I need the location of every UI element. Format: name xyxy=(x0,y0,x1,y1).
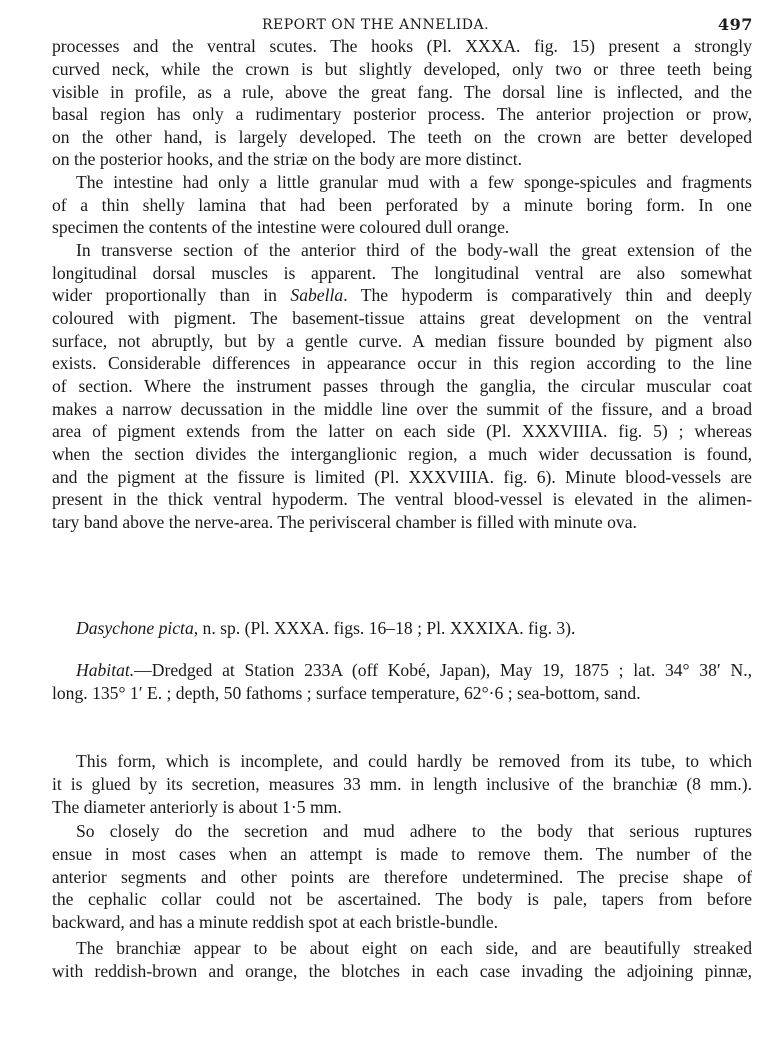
text-line xyxy=(52,352,752,374)
text-segment: visible in profile, as a rule, above the great fang. The dorsal line is inflected, and the xyxy=(52,82,752,102)
text-segment: of a thin shelly lamina that had been perforated by a minute boring form. In one xyxy=(52,195,752,215)
italic-text: Sabella xyxy=(290,285,344,305)
text-line xyxy=(52,307,752,329)
text-line xyxy=(52,773,752,795)
text-line xyxy=(52,375,752,397)
text-line xyxy=(52,466,752,488)
text-line xyxy=(52,420,752,442)
text-line xyxy=(52,81,752,103)
text-segment: backward, and has a minute reddish spot at each bristle-bundle. xyxy=(52,912,499,932)
text-line xyxy=(52,843,752,865)
text-line xyxy=(52,35,752,57)
text-segment: , n. sp. (Pl. XXXA. figs. 16–18 ; Pl. XXXIXA. fig. 3). xyxy=(193,618,576,638)
text-line xyxy=(52,682,752,704)
text-segment: The diameter anteriorly is about 1·5 mm. xyxy=(52,797,342,817)
text-line xyxy=(52,216,752,238)
text-segment: area of pigment extends from the latter on each side (Pl. XXXVIIIA. fig. 5) ; whereas xyxy=(52,421,752,441)
text-line xyxy=(52,58,752,80)
text-line xyxy=(52,888,752,910)
text-line xyxy=(76,239,752,261)
text-segment: —Dredged at Station 233A (off Kobé, Japan), May 19, 1875 ; lat. 34° 38′ N., xyxy=(134,660,752,680)
text-line xyxy=(76,820,752,842)
text-segment: present in the thick ventral hypoderm. The ventral blood-vessel is elevated in the alimen- xyxy=(52,489,752,509)
text-segment: tary band above the nerve-area. The perivisceral chamber is filled with minute ova. xyxy=(52,512,637,532)
text-line xyxy=(52,262,752,284)
text-segment: wider proportionally than in xyxy=(52,285,291,305)
italic-text: Dasychone picta xyxy=(76,618,194,638)
text-line xyxy=(76,171,752,193)
text-segment: curved neck, while the crown is but slightly developed, only two or three teeth being xyxy=(52,59,752,79)
text-line xyxy=(52,511,752,533)
text-segment: and the pigment at the fissure is limited (Pl. XXXVIIIA. fig. 6). Minute blood-vessels are xyxy=(52,467,752,487)
text-line xyxy=(76,750,752,772)
text-segment: The branchiæ appear to be about eight on each side, and are beautifully streaked xyxy=(76,938,752,958)
text-segment: coloured with pigment. The basement-tissue attains great development on the ventral xyxy=(52,308,752,328)
text-segment: makes a narrow decussation in the middle line over the summit of the fissure, and a broad xyxy=(52,399,752,419)
page-number: 497 xyxy=(718,15,753,34)
text-line xyxy=(52,796,752,818)
text-line xyxy=(52,911,752,933)
text-segment: when the section divides the interganglionic region, a much wider decussation is found, xyxy=(52,444,752,464)
text-segment: . The hypoderm is comparatively thin and deeply xyxy=(343,285,752,305)
text-line xyxy=(52,960,752,982)
text-segment: ensue in most cases when an attempt is made to remove them. The number of the xyxy=(52,844,752,864)
italic-text: Habitat. xyxy=(76,660,135,680)
text-line xyxy=(52,866,752,888)
text-segment: surface, not abruptly, but by a gentle curve. A median fissure bounded by pigment also xyxy=(52,331,752,351)
text-segment: processes and the ventral scutes. The hooks (Pl. XXXA. fig. 15) present a strongly xyxy=(52,36,752,56)
text-segment: of section. Where the instrument passes through the ganglia, the circular muscular coat xyxy=(52,376,752,396)
text-segment: on the posterior hooks, and the striæ on the body are more distinct. xyxy=(52,149,523,169)
text-segment: long. 135° 1′ E. ; depth, 50 fathoms ; surface temperature, 62°·6 ; sea-bottom, sand. xyxy=(52,683,641,703)
text-line xyxy=(52,103,752,125)
text-segment: anterior segments and other points are therefore undetermined. The precise shape of xyxy=(52,867,752,887)
text-line xyxy=(76,659,752,681)
text-segment: on the other hand, is largely developed. The teeth on the crown are better developed xyxy=(52,127,752,147)
text-segment: with reddish-brown and orange, the blotches in each case invading the adjoining pinnæ, xyxy=(52,961,752,981)
text-line xyxy=(52,126,752,148)
running-title: REPORT ON THE ANNELIDA. xyxy=(262,17,490,33)
text-segment: The intestine had only a little granular mud with a few sponge-spicules and fragments xyxy=(76,172,752,192)
text-line xyxy=(52,488,752,510)
text-line xyxy=(76,617,752,639)
text-segment: the cephalic collar could not be ascertained. The body is pale, tapers from before xyxy=(52,889,752,909)
text-segment: longitudinal dorsal muscles is apparent. The longitudinal ventral are also somewhat xyxy=(52,263,752,283)
text-line xyxy=(52,148,752,170)
text-line xyxy=(52,443,752,465)
text-line xyxy=(52,284,752,306)
text-segment: exists. Considerable differences in appearance occur in this region according to the line xyxy=(52,353,752,373)
text-line xyxy=(52,194,752,216)
text-line xyxy=(76,937,752,959)
text-segment: specimen the contents of the intestine were coloured dull orange. xyxy=(52,217,510,237)
text-segment: it is glued by its secretion, measures 33 mm. in length inclusive of the branchiæ (8 mm.). xyxy=(52,774,752,794)
text-segment: basal region has only a rudimentary posterior process. The anterior projection or prow, xyxy=(52,104,752,124)
text-segment: So closely do the secretion and mud adhere to the body that serious ruptures xyxy=(76,821,752,841)
text-segment: In transverse section of the anterior third of the body-wall the great extension of the xyxy=(76,240,752,260)
text-line xyxy=(52,330,752,352)
text-segment: This form, which is incomplete, and could hardly be removed from its tube, to which xyxy=(76,751,752,771)
text-line xyxy=(52,398,752,420)
